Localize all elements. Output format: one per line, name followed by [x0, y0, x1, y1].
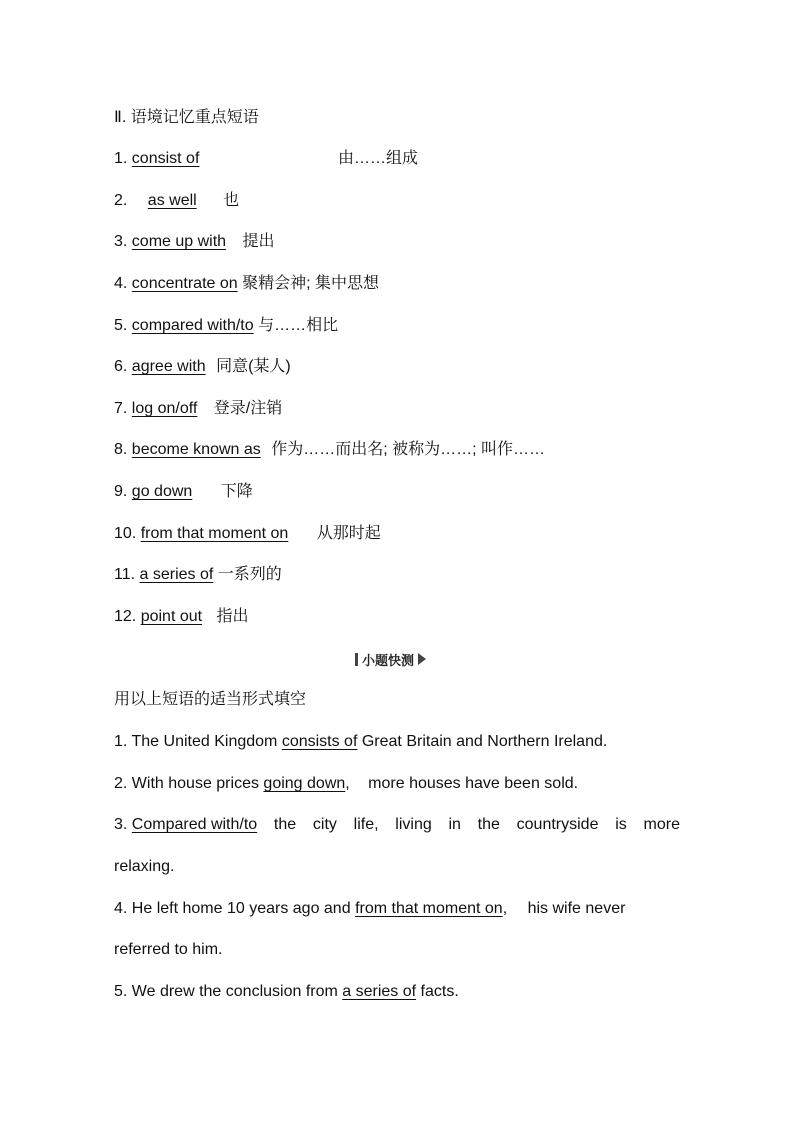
phrase-number: 11.	[114, 566, 136, 583]
phrase-number: 5.	[114, 317, 128, 334]
quiz-item-5	[114, 981, 459, 1003]
phrase-meaning: 一系列的	[217, 566, 282, 583]
quiz-text-after: his wife never	[527, 900, 626, 917]
quiz-comma: ,	[502, 900, 508, 917]
phrase-item-6	[114, 356, 291, 378]
phrase-answer: as well	[147, 192, 197, 209]
phrase-number: 10.	[114, 525, 137, 542]
quiz-item-1	[114, 731, 607, 753]
quiz-word: is	[615, 816, 627, 833]
phrase-answer: become known as	[131, 441, 261, 458]
phrase-answer: from that moment on	[140, 525, 289, 542]
quiz-number: 5.	[114, 983, 128, 1000]
quiz-word: the	[477, 816, 500, 833]
quiz-item-4-line-2: referred to him.	[114, 941, 223, 958]
quiz-badge	[355, 650, 426, 668]
quiz-text-before: With house prices	[131, 775, 259, 792]
quiz-word: city	[312, 816, 337, 833]
quiz-word: the	[273, 816, 297, 833]
phrase-item-1	[114, 148, 419, 170]
quiz-number: 1.	[114, 733, 128, 750]
phrase-number: 7.	[114, 400, 128, 417]
phrase-item-8	[114, 439, 545, 461]
quiz-number: 4.	[114, 900, 128, 917]
quiz-text-before: We drew the conclusion from	[131, 983, 338, 1000]
phrase-meaning: 与……相比	[258, 317, 339, 334]
phrase-answer: a series of	[139, 566, 214, 583]
phrase-item-3	[114, 231, 275, 253]
phrase-item-9	[114, 481, 253, 503]
phrase-answer: agree with	[131, 358, 206, 375]
quiz-item-4-line-1	[114, 898, 625, 920]
quiz-word: countryside	[516, 816, 599, 833]
phrase-item-4	[114, 273, 379, 295]
phrase-answer: compared with/to	[131, 317, 254, 334]
quiz-comma: ,	[345, 775, 350, 792]
phrase-answer: go down	[131, 483, 193, 500]
phrase-meaning: 提出	[242, 233, 275, 250]
quiz-number: 3.	[114, 816, 128, 833]
phrase-answer: point out	[140, 608, 203, 625]
phrase-number: 2.	[114, 192, 128, 209]
quiz-text-after: more houses have been sold.	[368, 775, 579, 792]
phrase-meaning: 由……组成	[338, 150, 419, 167]
quiz-text-after: facts.	[420, 983, 459, 1000]
quiz-text-after: Great Britain and Northern Ireland.	[361, 733, 608, 750]
phrase-number: 9.	[114, 483, 128, 500]
quiz-word: in	[448, 816, 461, 833]
phrase-item-2	[114, 190, 239, 212]
phrase-item-10	[114, 523, 381, 545]
quiz-answer: a series of	[342, 983, 417, 1000]
phrase-meaning: 聚精会神; 集中思想	[242, 275, 380, 292]
badge-label: 小题快测	[362, 652, 415, 668]
phrase-meaning: 作为……而出名; 被称为……; 叫作……	[271, 441, 546, 458]
quiz-item-2	[114, 773, 578, 795]
phrase-item-12	[114, 606, 249, 628]
quiz-answer: going down	[263, 775, 346, 792]
quiz-answer: Compared with/to	[131, 816, 258, 833]
phrase-answer: concentrate on	[131, 275, 238, 292]
phrase-number: 8.	[114, 441, 128, 458]
quiz-instruction: 用以上短语的适当形式填空	[114, 691, 307, 708]
phrase-number: 1.	[114, 150, 128, 167]
quiz-lead	[114, 814, 257, 836]
quiz-answer: consists of	[281, 733, 358, 750]
phrase-number: 4.	[114, 275, 128, 292]
quiz-word: living	[395, 816, 432, 833]
phrase-item-11	[114, 564, 282, 586]
phrase-answer: come up with	[131, 233, 227, 250]
phrase-number: 6.	[114, 358, 128, 375]
phrase-meaning: 从那时起	[316, 525, 381, 542]
phrase-meaning: 指出	[216, 608, 249, 625]
phrase-meaning: 同意(某人)	[216, 358, 291, 375]
play-arrow-icon	[418, 653, 426, 665]
phrase-meaning: 下降	[220, 483, 253, 500]
quiz-word: life,	[353, 816, 379, 833]
quiz-answer: from that moment on	[355, 900, 503, 917]
quiz-item-3-line-2: relaxing.	[114, 858, 175, 875]
quiz-word: more	[643, 816, 680, 833]
phrase-meaning: 也	[223, 192, 240, 209]
badge-bar-icon	[355, 653, 358, 666]
phrase-number: 3.	[114, 233, 128, 250]
quiz-text-before: The United Kingdom	[131, 733, 278, 750]
section-title: Ⅱ. 语境记忆重点短语	[114, 109, 259, 126]
phrase-meaning: 登录/注销	[213, 400, 283, 417]
quiz-text-before: He left home 10 years ago and	[131, 900, 351, 917]
quiz-item-3-line-1	[114, 814, 680, 836]
phrase-item-5	[114, 315, 338, 337]
phrase-item-7	[114, 398, 282, 420]
quiz-number: 2.	[114, 775, 128, 792]
phrase-answer: log on/off	[131, 400, 198, 417]
phrase-answer: consist of	[131, 150, 200, 167]
phrase-number: 12.	[114, 608, 137, 625]
